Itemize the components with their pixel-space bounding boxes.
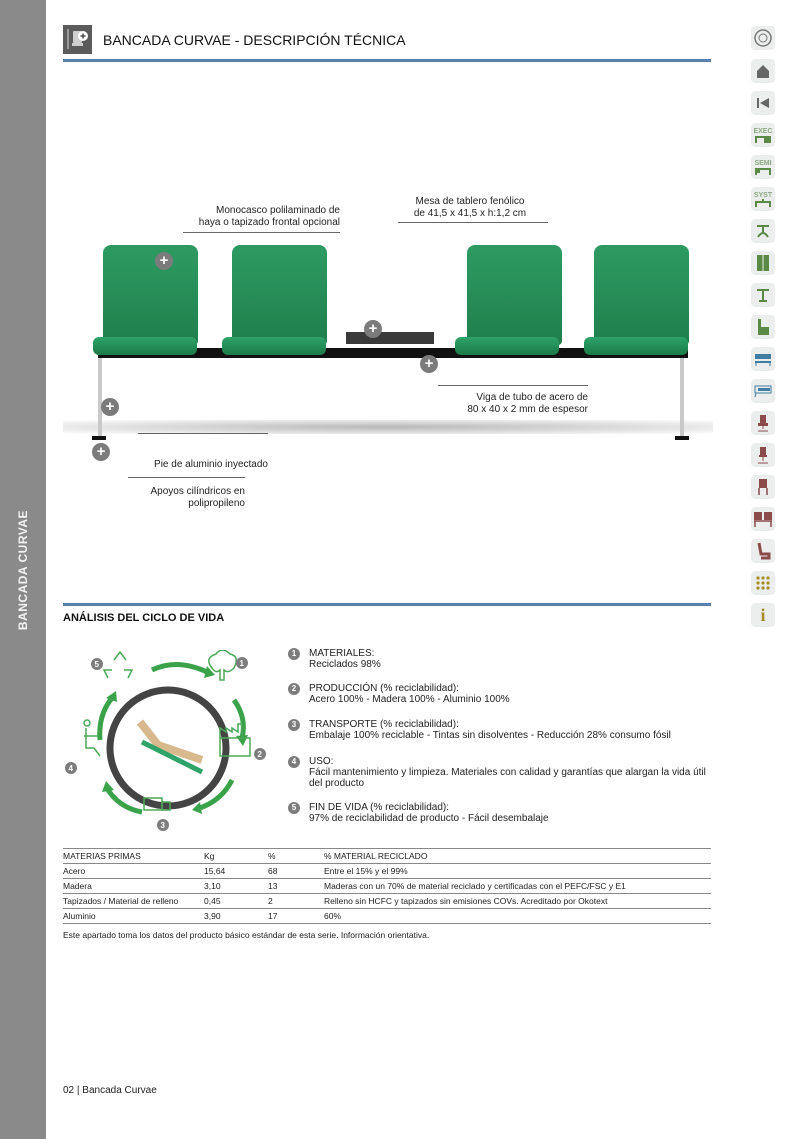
chair-green-icon[interactable] (751, 315, 775, 339)
table-cell: Madera (63, 879, 204, 894)
back-icon[interactable] (751, 91, 775, 115)
lifecycle-item (288, 756, 718, 789)
floor-shadow (63, 420, 713, 434)
table-base-icon[interactable] (751, 219, 775, 243)
section-rule (63, 603, 711, 606)
seat-back (232, 245, 327, 345)
seat-cushion (93, 337, 197, 355)
callout-foot (103, 459, 268, 471)
table-cell: 2 (268, 894, 324, 909)
leader-line (398, 222, 548, 223)
aluminium-leg (680, 358, 684, 438)
lifecycle-item-title: PRODUCCIÓN (% reciclabilidad): (309, 683, 460, 694)
header-rule (63, 59, 711, 62)
plus-icon[interactable]: + (364, 320, 382, 338)
table-cell: Relleno sin HCFC y tapizados sin emisiones COVs. Acreditado por Okotext (324, 894, 711, 909)
cycle-number: 4 (68, 764, 73, 773)
lifecycle-item-title: USO: (309, 756, 334, 767)
callout-supports-line: Apoyos cilíndricos en (150, 486, 245, 497)
lifecycle-item-title: MATERIALES: (309, 648, 375, 659)
callout-table (395, 196, 545, 220)
lifecycle-item-text: Embalaje 100% reciclable - Tintas sin disolventes - Reducción 28% consumo fósil (309, 730, 671, 741)
aluminium-leg (98, 358, 102, 438)
plus-icon[interactable]: + (420, 355, 438, 373)
info-icon[interactable]: i (751, 603, 775, 627)
callout-table-line: de 41,5 x 41,5 x h:1,2 cm (413, 208, 527, 219)
table-cell: 17 (268, 909, 324, 924)
table-row (63, 894, 711, 909)
seat-back (103, 245, 198, 345)
table-icon[interactable] (751, 283, 775, 307)
syst-icon[interactable] (751, 187, 775, 211)
lifecycle-item (288, 802, 718, 824)
number-badge: 1 (288, 648, 300, 660)
table-cell: Acero (63, 864, 204, 879)
exec-icon[interactable] (751, 123, 775, 147)
table-row (63, 879, 711, 894)
lifecycle-item (288, 648, 718, 670)
callout-supports-line: polipropileno (188, 498, 245, 509)
plus-icon[interactable]: + (92, 443, 110, 461)
seat-cushion (455, 337, 559, 355)
leader-line (138, 433, 268, 434)
page-header (63, 25, 711, 61)
callout-foot-line: Pie de aluminio inyectado (154, 459, 268, 470)
cabinet-icon[interactable] (751, 251, 775, 275)
table-cell: 3,90 (204, 909, 268, 924)
bench-blue-icon[interactable] (751, 347, 775, 371)
lifecycle-item-title: FIN DE VIDA (% reciclabilidad): (309, 802, 450, 813)
callout-beam (403, 392, 588, 416)
lifecycle-item-text: 97% de reciclabilidad de producto - Fácil desembalaje (309, 813, 549, 824)
number-badge: 2 (288, 683, 300, 695)
seat-back (594, 245, 689, 345)
callout-shell-line: haya o tapizado frontal opcional (198, 217, 340, 228)
number-badge: 5 (288, 802, 300, 814)
lifecycle-item (288, 719, 718, 741)
table-cell: Tapizados / Material de relleno (63, 894, 204, 909)
table-cell: 0,45 (204, 894, 268, 909)
side-bar-label: BANCADA CURVAE (16, 509, 30, 631)
plus-icon[interactable]: + (101, 398, 119, 416)
foot-support (92, 436, 106, 440)
plus-icon[interactable]: + (155, 252, 173, 270)
table-note: Este apartado toma los datos del producto básico estándar de esta serie. Información orientativa. (63, 930, 430, 940)
desk-blue-icon[interactable] (751, 379, 775, 403)
callout-table-line: Mesa de tablero fenólico (415, 196, 525, 207)
cycle-number: 5 (94, 660, 99, 669)
auditorium-seat-icon[interactable] (751, 539, 775, 563)
lifecycle-item-title: TRANSPORTE (% reciclabilidad): (309, 719, 459, 730)
callout-shell (153, 205, 340, 229)
chair-plus-icon (63, 25, 92, 54)
phenolic-table (346, 332, 434, 344)
callout-beam-line: 80 x 40 x 2 mm de espesor (467, 404, 588, 415)
semi-icon[interactable] (751, 155, 775, 179)
seat-back (467, 245, 562, 345)
home-icon[interactable] (751, 59, 775, 83)
lifecycle-title: ANÁLISIS DEL CICLO DE VIDA (63, 612, 225, 624)
table-header: % (268, 849, 324, 864)
table-cell: Aluminio (63, 909, 204, 924)
table-cell: 68 (268, 864, 324, 879)
table-header-row (63, 849, 711, 864)
syst-label: SYST (753, 191, 773, 199)
lifecycle-item-text: Fácil mantenimiento y limpieza. Materiales con calidad y garantías que alargan la vida útil del producto (309, 767, 706, 789)
semi-label: SEMI (754, 159, 772, 167)
bench-seating-icon[interactable] (751, 507, 775, 531)
side-bar (0, 0, 46, 1139)
visitor-chair-icon[interactable] (751, 475, 775, 499)
seat-cushion (584, 337, 688, 355)
table-header: MATERIAS PRIMAS (63, 849, 204, 864)
table-cell: 3,10 (204, 879, 268, 894)
lifecycle-item-text: Reciclados 98% (309, 659, 381, 670)
table-cell: Maderas con un 70% de material reciclado y certificadas con el PEFC/FSC y E1 (324, 879, 711, 894)
leader-line (128, 477, 245, 478)
cycle-number: 2 (257, 750, 262, 759)
logo-icon[interactable] (751, 26, 775, 50)
lifecycle-item-text: Acero 100% - Madera 100% - Aluminio 100% (309, 694, 510, 705)
seat-cushion (222, 337, 326, 355)
table-row (63, 909, 711, 924)
callout-beam-line: Viga de tubo de acero de (476, 392, 588, 403)
table-cell: Entre el 15% y el 99% (324, 864, 711, 879)
page-title: BANCADA CURVAE - DESCRIPCIÓN TÉCNICA (103, 32, 406, 48)
materials-table (63, 848, 711, 924)
page-footer: 02 | Bancada Curvae (63, 1085, 157, 1096)
cycle-number: 3 (160, 821, 165, 830)
callout-shell-line: Monocasco polilaminado de (216, 205, 340, 216)
table-cell: 13 (268, 879, 324, 894)
table-cell: 15,64 (204, 864, 268, 879)
callout-supports (103, 486, 245, 510)
table-cell: 60% (324, 909, 711, 924)
table-header: % MATERIAL RECICLADO (324, 849, 711, 864)
table-header: Kg (204, 849, 268, 864)
number-badge: 3 (288, 719, 300, 731)
office-chair-icon[interactable] (751, 443, 775, 467)
exec-label: EXEC (753, 127, 773, 135)
number-badge: 4 (288, 756, 300, 768)
lifecycle-item (288, 683, 718, 705)
product-illustration (63, 180, 713, 520)
table-row (63, 864, 711, 879)
lifecycle-diagram (62, 650, 282, 840)
leader-line (183, 232, 340, 233)
cycle-number: 1 (239, 659, 244, 668)
foot-support (675, 436, 689, 440)
fabrics-icon[interactable] (751, 571, 775, 595)
task-chair-icon[interactable] (751, 411, 775, 435)
leader-line (438, 385, 588, 386)
